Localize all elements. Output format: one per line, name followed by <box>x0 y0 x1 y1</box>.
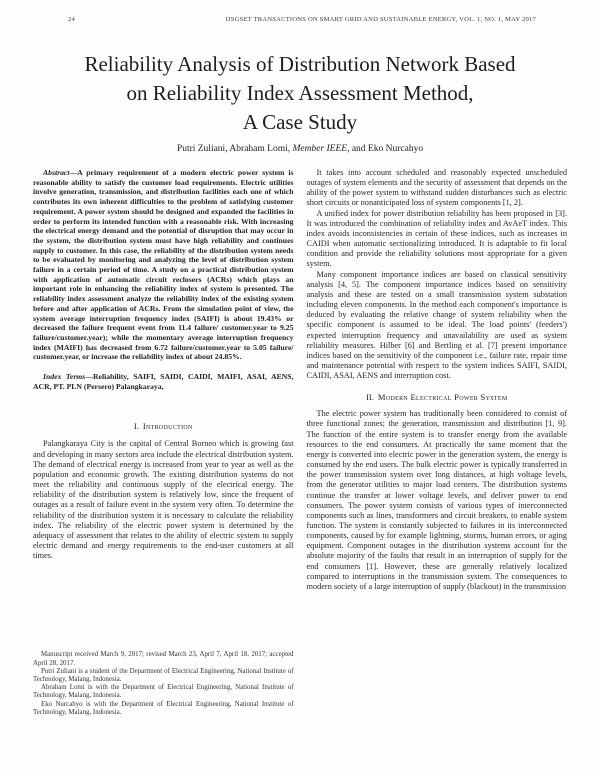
section-heading-introduction <box>33 421 294 431</box>
abstract-paragraph <box>33 168 294 362</box>
right-column <box>307 168 568 717</box>
journal-title: IJSGSET TRANSACTIONS ON SMART GRID AND SUSTAINABLE ENERGY, VOL. 1, NO. 1, MAY 2017 <box>225 16 536 23</box>
paper-title-line3: A Case Study <box>242 110 358 134</box>
footnote-author-1: Putri Zuliani is a student of the Department of Electrical Engineering, National Institute of Technology, Malang, Indonesia. <box>33 667 294 683</box>
section-number: II. <box>366 392 374 403</box>
footnote-author-2: Abraham Lomi is with the Department of Electrical Engineering, National Institute of Technology, Malang, Indonesia. <box>33 684 294 700</box>
paper-title-line2: on Reliability Index Assessment Method, <box>126 81 474 105</box>
paper-title-line1: Reliability Analysis of Distribution Network Based <box>84 52 516 76</box>
author-membership: Member IEEE <box>292 144 348 154</box>
footnote-manuscript: Manuscript received March 9, 2017; revised March 23, April 7, April 18, 2017; accepted April 28, 2017. <box>33 651 294 667</box>
footnote-block <box>33 651 294 717</box>
body-paragraph-2: A unified index for power distribution reliability has been proposed in [3]. It was introduced the combination of reliability index and AvAeT index. This index avoids inconsistencies in certain of these indices, such as increases in CAIDI when automatic sectionalizing introduced. It is adaptable to fit local condition and provide the reliability solutions most appropriate for a given system. <box>306 208 567 269</box>
section-heading-modern-power-system <box>307 392 568 402</box>
section-number: I. <box>133 421 139 432</box>
footnote-author-3: Eko Nurcahyo is with the Department of Electrical Engineering, National Institute of Technology, Malang, Indonesia. <box>33 700 294 716</box>
section-title: Modern Electrical Power System <box>377 392 508 403</box>
author-names-left: Putri Zuliani, Abraham Lomi, <box>176 144 293 154</box>
body-paragraph-1: It takes into account scheduled and reasonably expected unscheduled outages of system elements and the security of assessment that depends on the ability of the power system to withstand sudden disturbances such as electric short circuits or nonanticipated loss of system components [1, 2]. <box>306 168 567 208</box>
index-terms-text: —Reliability, SAIFI, SAIDI, CAIDI, MAIFI, ASAI, AENS, ACR, PT. PLN (Persero) Palangkaraya, <box>33 372 294 391</box>
running-header <box>68 16 536 23</box>
body-paragraph-3: Many component importance indices are based on classical sensitivity analysis [4, 5]. The component importance indices based on sensitivity analysis and these are tested on a small transmission system substation including eleven components. In the method each component's importance is deduced by evaluating the relative change of system reliability when the specific component is assumed to be ideal. The load points' (feeders') expected interruption frequency and unavailability are used as system reliability measures. Hilber [6] and Bertling et al. [7] present importance indices based on the sensitivity of the component i.e., failure rate, repair time and maintenance potential with respect to the system indices SAIFI, SAIDI, CAIDI, ASAI, AENS and interruption cost. <box>306 269 567 381</box>
body-paragraph-4: The electric power system has traditionally been considered to consist of three functional zones; the generation, transmission and distribution [1, 9]. The function of the entire system is to transfer energy from the available resources to the end consumers. At practically the same moment that the energy is converted into electric power in the generation system, the energy is consumed by the end users. The bulk electric power is typically transferred in the power transmission system over long distances, at high voltage levels, from the generator utilities to major load centers. The distribution systems continue the transfer at lower voltage levels, and deliver power to end consumers. The power system consists of various types of interconnected components such as lines, transformers and circuit breakers, to enable system function. The system is constantly subjected to failures in its interconnected components, caused by for example lightning, storms, human errors, or aging equipment. Component outages in the distribution systems account for the absolute majority of the faults that result in an interruption of supply for the end consumers [1]. However, these are generally relatively localized compared to interruptions in the transmission system. The consequences to modern society of a large interruption of supply (blackout) in the transmission <box>306 409 567 591</box>
abstract-text: —A primary requirement of a modern electric power system is reasonable ability to satisfy the customer load requirements. Electric utilities involve generation, transmission, and distribution facilities each one of which contributes its own inherent difficulties to the problem of satisfying customer requirement. A power system should be designed and expanded the facilities in order to perform its intended function with a reasonable risk. With increasing the electrical energy demand and the potential of disruption that may occur in the system, the distribution system must have high reliability and continues supply to customer. In this case, the reliability of the distribution system needs to be evaluated by monitoring and analyzing the level of distribution system failure in a certain period of time. A study on a practical distribution system with application of automatic circuit reclosers (ACRs) which plays an important role in enhancing the reliability index of system is presented. The reliability index assessment analyze the reliability index of the existing system before and after application of ACRs. From the simulation point of view, the system average interruption frequency index (SAIFI) is about 19.43% or decreased the failure frequent event from 11.4 failure/ customer.year to 9.25 failure/customer.year); while the momentary average interruption frequency index (MAIFI) has decreased from 6.72 failure/customer.year to 5.05 failure/ customer.year, or increase the reliability index of about 24.85%. <box>33 168 294 362</box>
page-number: 24 <box>68 16 75 23</box>
author-names-right: , and Eko Nurcahyo <box>347 144 424 154</box>
index-terms-label: Index Terms <box>43 372 86 382</box>
left-column <box>33 168 294 717</box>
two-column-body <box>0 168 600 717</box>
abstract-label: Abstract <box>43 168 70 177</box>
authors-line <box>0 137 600 154</box>
introduction-paragraph: Palangkaraya City is the capital of Central Borneo which is growing fast and developing in many sectors area include the electrical distribution system. The demand of electrical energy is increased from year to year as well as the population and economic growth. The existing distribution systems do not meet the reliability and continuous supply of the electrical energy. The reliability of the distribution system is relatively low, since the frequent of outages as a result of failure event in the system very often. To determine the reliability of the distribution system it is necessary to calculate the reliability index. The reliability of the electric power system is determined by the adequacy of assessment that relates to the ability of electric system to supply electric demand and energy requirements to the end-user customers at all times. <box>33 439 294 561</box>
section-title: Introduction <box>142 421 193 432</box>
index-terms-paragraph <box>33 372 294 391</box>
